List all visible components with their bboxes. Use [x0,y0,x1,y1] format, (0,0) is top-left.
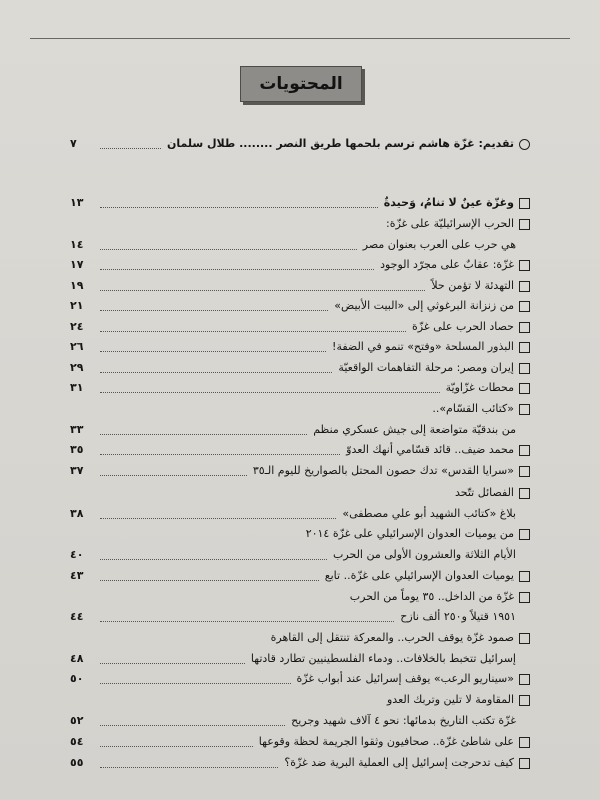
toc-entry[interactable] [70,381,530,395]
entry-title: المقاومة لا تلين وتربك العدو [386,693,514,706]
toc-entry[interactable] [70,402,530,416]
entry-title: يوميات العدوان الإسرائيلي على غزّة.. تابع [324,569,514,582]
circle-bullet-icon [519,139,530,150]
entry-title: غزّة تكتب التاريخ بدمائها: نحو ٤ آلاف شهيد وجريح [291,714,516,727]
toc-entry[interactable] [70,486,530,500]
square-bullet-icon [519,301,530,312]
toc-entry[interactable] [70,258,530,272]
leader-dots [100,426,307,435]
toc-entry[interactable] [70,735,530,749]
square-bullet-icon [519,281,530,292]
toc-entry[interactable] [70,693,530,707]
entry-title: كيف تدحرجت إسرائيل إلى العملية البرية ضد غزّة؟ [284,756,514,769]
square-bullet-icon [519,758,530,769]
entry-title: الفصائل تتّحد [454,486,514,499]
square-bullet-icon [519,737,530,748]
leader-space [100,489,449,497]
square-bullet-icon [519,404,530,415]
leader-dots [100,261,374,270]
toc-entry[interactable] [70,672,530,686]
entry-page: ١٧ [70,258,84,271]
entry-title: إيران ومصر: مرحلة التفاهمات الواقعيّة [338,361,514,374]
square-bullet-icon [519,383,530,394]
entry-page: ٢٦ [70,340,84,353]
entry-title: غزّة من الداخل.. ٣٥ يوماً من الحرب [349,590,514,603]
entry-title: بلاغ «كتائب الشهيد أبو علي مصطفى» [342,507,516,520]
toc-entry[interactable] [70,196,530,210]
entry-title: تقديم: غزّة هاشم ترسم بلحمها طريق النصر ........ طلال سلمان [166,137,514,150]
toc-entry[interactable] [70,320,530,334]
square-bullet-icon [519,633,530,644]
entry-title: الحرب الإسرائيليّة على غزّة: [386,217,514,230]
toc-entry[interactable] [70,464,530,478]
square-bullet-icon [519,674,530,685]
entry-title: من بندقيّة متواضعة إلى جيش عسكري منظم [313,423,516,436]
leader-space [100,634,265,642]
square-bullet-icon [519,342,530,353]
entry-page: ٥٠ [70,672,84,685]
entry-title: على شاطئ غزّة.. صحافيون وثقوا الجريمة لحظة وقوعها [258,735,514,748]
leader-dots [100,613,394,622]
toc-entry[interactable] [70,361,530,375]
entry-title: غزّة: عقابٌ على مجرّد الوجود [380,258,514,271]
entry-page: ١٤ [70,238,84,251]
entry-page: ٤٤ [70,610,84,623]
leader-dots [100,551,327,560]
leader-dots [100,655,245,664]
toc-entry[interactable] [70,631,530,645]
square-bullet-icon [519,363,530,374]
square-bullet-icon [519,592,530,603]
square-bullet-icon [519,488,530,499]
leader-dots [100,738,253,747]
toc-entry-continuation[interactable] [70,714,530,728]
toc-entry[interactable] [70,569,530,583]
entry-page: ٣٣ [70,423,84,436]
entry-title: من يوميات العدوان الإسرائيلي على غزّة ٢٠١٤ [305,527,514,540]
leader-dots [100,302,328,311]
entry-page: ٢٤ [70,320,84,333]
entry-title: صمود غزّة يوقف الحرب.. والمعركة تنتقل إلى القاهرة [270,631,514,644]
entry-title: «سرايا القدس» تدك حصون المحتل بالصواريخ لليوم الـ٣٥ [252,464,514,477]
entry-title: ١٩٥١ قتيلاً و٢٥٠ ألف نازح [400,610,516,623]
entry-title: من زنزانة البرغوثي إلى «البيت الأبيض» [334,299,514,312]
square-bullet-icon [519,529,530,540]
entry-page: ٤٠ [70,548,84,561]
leader-dots [100,343,326,352]
entry-page: ٣٧ [70,464,84,477]
leader-dots [100,467,247,476]
entry-page: ١٩ [70,279,84,292]
toc-entry-continuation[interactable] [70,610,530,624]
leader-dots [100,282,425,291]
toc-entry-continuation[interactable] [70,507,530,521]
leader-dots [100,384,440,393]
toc-entry[interactable] [70,299,530,313]
leader-dots [100,572,319,581]
square-bullet-icon [519,571,530,582]
entry-title: البذور المسلحة «وفتح» تنمو في الضفة! [332,340,514,353]
entry-page: ٢٩ [70,361,84,374]
leader-dots [100,241,357,250]
entry-page: ٧ [70,137,77,150]
leader-dots [100,364,332,373]
toc-entry[interactable] [70,279,530,293]
square-bullet-icon [519,445,530,456]
entry-page: ٥٤ [70,735,84,748]
leader-dots [100,717,285,726]
page-title: المحتويات [259,74,343,94]
entry-page: ١٣ [70,196,84,209]
toc-entry[interactable] [70,217,530,231]
toc-entry-continuation[interactable] [70,238,530,252]
entry-title: الأيام الثلاثة والعشرون الأولى من الحرب [333,548,516,561]
toc-entry-intro[interactable] [70,137,530,151]
entry-page: ٤٣ [70,569,84,582]
leader-space [100,593,344,601]
leader-dots [100,510,336,519]
entry-title: وغزّة عينٌ لا تنامُ، وَحيدةٌ [383,196,514,209]
entry-page: ٢١ [70,299,84,312]
square-bullet-icon [519,695,530,706]
entry-title: «سيناريو الرعب» يوقف إسرائيل عند أبواب غزّة [296,672,514,685]
toc-entry[interactable] [70,340,530,354]
leader-dots [100,140,161,149]
entry-page: ٣١ [70,381,84,394]
entry-title: حصاد الحرب على غزّة [412,320,514,333]
leader-dots [100,199,378,208]
entry-title: هي حرب على العرب بعنوان مصر [362,238,516,251]
entry-title: إسرائيل تتخبط بالخلافات.. ودماء الفلسطينيين تطارد قادتها [250,652,516,665]
leader-space [100,220,380,228]
entry-title: «كتائب القسّام».. [432,402,514,415]
toc-entry-continuation[interactable] [70,548,530,562]
square-bullet-icon [519,219,530,230]
entry-page: ٤٨ [70,652,84,665]
toc-entry-continuation[interactable] [70,423,530,437]
entry-title: التهدئة لا تؤمن حلاً [431,279,514,292]
leader-space [100,405,426,413]
entry-page: ٣٥ [70,443,84,456]
leader-space [100,696,381,704]
square-bullet-icon [519,322,530,333]
leader-dots [100,759,278,768]
toc-entry[interactable] [70,590,530,604]
entry-page: ٥٢ [70,714,84,727]
toc-entry[interactable] [70,756,530,770]
square-bullet-icon [519,198,530,209]
entry-page: ٥٥ [70,756,84,769]
entry-title: محمد ضيف.. قائد قسّامي أنهك العدوّ [346,443,514,456]
leader-dots [100,323,406,332]
entry-page: ٣٨ [70,507,84,520]
toc-entry-continuation[interactable] [70,652,530,666]
leader-dots [100,446,340,455]
entry-title: محطات غزّاويّة [445,381,514,394]
leader-dots [100,675,291,684]
leader-space [100,530,300,538]
toc-entry[interactable] [70,527,530,541]
square-bullet-icon [519,466,530,477]
toc-entry[interactable] [70,443,530,457]
square-bullet-icon [519,260,530,271]
